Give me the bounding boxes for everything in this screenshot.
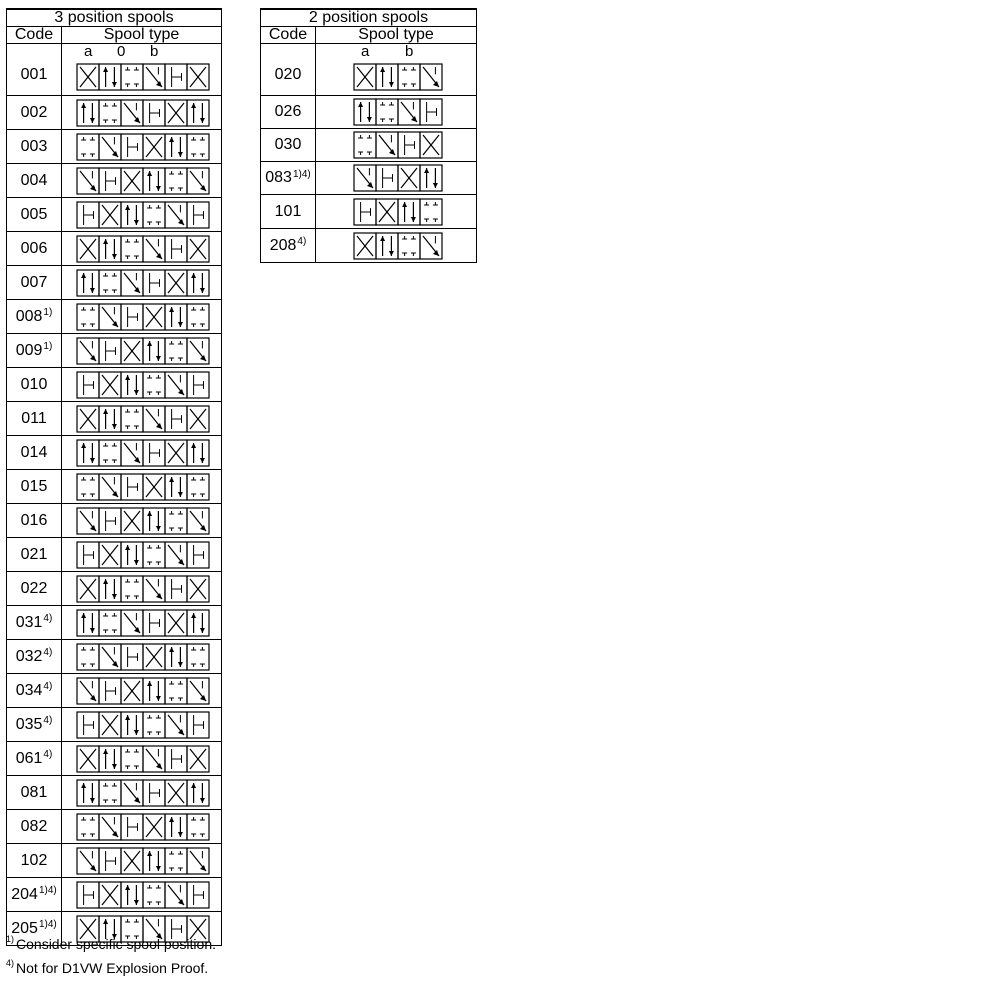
table-row	[6, 163, 222, 197]
spool-diagram	[316, 129, 478, 161]
spool-symbol	[62, 606, 221, 639]
spool-code	[7, 742, 62, 775]
spool-type-header: Spool type	[103, 26, 180, 43]
spool-code-text: 204	[11, 885, 38, 903]
spool-symbol	[316, 96, 476, 128]
spool-symbol	[62, 538, 221, 571]
spool-symbol	[316, 229, 476, 262]
table-row	[6, 877, 222, 911]
table-row	[6, 537, 222, 571]
spool-code-text: 007	[20, 273, 48, 291]
spool-diagram	[62, 232, 222, 265]
footnote-mark: 1)	[6, 934, 15, 944]
footnote-text: Consider specific spool position.	[16, 936, 217, 952]
footnote-ref: 1)	[43, 341, 53, 352]
table-row	[6, 401, 222, 435]
spool-diagram	[62, 844, 222, 877]
spool-code	[7, 402, 62, 435]
table-row	[6, 809, 222, 843]
spool-diagram	[62, 164, 222, 197]
spool-symbol	[62, 300, 221, 333]
spool-diagram	[62, 504, 222, 537]
spool-code-text: 026	[274, 103, 302, 120]
spool-code-text: 061	[15, 749, 43, 767]
table-row	[6, 469, 222, 503]
table-row	[260, 95, 477, 128]
spool-symbol	[62, 402, 221, 435]
spool-code	[7, 368, 62, 401]
spool-diagram	[62, 300, 222, 333]
spool-symbol	[316, 129, 476, 161]
spool-code	[7, 96, 62, 129]
table-row	[6, 367, 222, 401]
spool-symbol	[62, 742, 221, 775]
spool-code-text: 008	[15, 307, 43, 325]
table-row	[6, 265, 222, 299]
spool-code	[7, 300, 62, 333]
spool-code	[7, 334, 62, 367]
position-label: b	[405, 43, 414, 60]
spool-code	[261, 195, 316, 228]
table-row	[6, 605, 222, 639]
spool-diagram	[62, 606, 222, 639]
spool-code	[261, 44, 316, 95]
spool-symbol	[62, 572, 221, 605]
spool-symbol	[316, 44, 476, 95]
code-header: Code	[261, 27, 316, 43]
spool-symbol	[62, 198, 221, 231]
spool-code-text: 030	[274, 136, 302, 153]
footnote-ref: 4)	[43, 749, 53, 760]
spool-symbol	[62, 44, 221, 95]
spool-code	[7, 538, 62, 571]
table-row	[6, 707, 222, 741]
table-2-position-spools	[260, 8, 477, 263]
spool-symbol	[62, 776, 221, 809]
spool-symbol	[62, 436, 221, 469]
spool-symbol	[62, 640, 221, 673]
spool-symbol	[62, 810, 221, 843]
spool-code-text: 205	[11, 919, 38, 937]
spool-code-text: 208	[269, 236, 297, 254]
spool-code-text: 006	[20, 239, 48, 257]
spool-code-text: 032	[15, 647, 43, 665]
spool-code-text: 005	[20, 205, 48, 223]
spool-symbol	[62, 334, 221, 367]
table-row	[6, 95, 222, 129]
spool-diagram	[62, 198, 222, 231]
spool-code-text: 015	[20, 477, 48, 495]
spool-code-text: 014	[20, 443, 48, 461]
spool-diagram	[62, 44, 222, 95]
footnote-mark: 4)	[6, 958, 15, 968]
spool-code-text: 083	[265, 169, 292, 186]
table-title: 2 position spools	[260, 8, 477, 26]
spool-code-text: 031	[15, 613, 43, 631]
spool-diagram	[316, 96, 478, 128]
table-row	[260, 161, 477, 194]
spool-code	[261, 96, 316, 128]
table-row	[6, 639, 222, 673]
spool-code	[7, 266, 62, 299]
spool-symbol	[62, 232, 221, 265]
spool-code	[7, 130, 62, 163]
spool-diagram	[62, 470, 222, 503]
spool-code-text: 021	[20, 545, 48, 563]
spool-diagram	[62, 538, 222, 571]
spool-diagram	[62, 402, 222, 435]
spool-code	[7, 606, 62, 639]
table-row	[6, 503, 222, 537]
footnote-ref: 4)	[43, 613, 53, 624]
spool-code	[7, 436, 62, 469]
spool-diagram	[62, 334, 222, 367]
spool-diagram	[62, 368, 222, 401]
footnote-ref: 1)4)	[292, 168, 311, 180]
footnote-ref: 4)	[43, 681, 53, 692]
spool-code	[261, 229, 316, 262]
spool-code-text: 034	[15, 681, 43, 699]
table-row	[260, 194, 477, 228]
spool-symbol	[62, 470, 221, 503]
table-row	[6, 231, 222, 265]
spool-code	[7, 878, 62, 911]
spool-code	[7, 776, 62, 809]
table-title: 3 position spools	[6, 8, 222, 26]
footnote-ref: 1)4)	[38, 919, 57, 930]
spool-diagram	[62, 266, 222, 299]
spool-code-text: 102	[20, 851, 48, 869]
footnote-ref: 1)	[43, 307, 53, 318]
table-row	[6, 843, 222, 877]
spool-code	[261, 162, 316, 194]
spool-diagram	[62, 742, 222, 775]
spool-diagram	[316, 44, 478, 95]
spool-code	[7, 504, 62, 537]
spool-diagram	[62, 572, 222, 605]
spool-code-text: 082	[20, 817, 48, 835]
spool-code	[7, 810, 62, 843]
table-body	[6, 43, 222, 946]
spool-diagram	[62, 878, 222, 911]
spool-code	[7, 44, 62, 95]
spool-symbol	[62, 708, 221, 741]
table-row	[6, 571, 222, 605]
spool-code	[7, 674, 62, 707]
table-row	[6, 435, 222, 469]
spool-code-text: 101	[274, 202, 302, 220]
spool-code-text: 016	[20, 511, 48, 529]
spool-code	[7, 164, 62, 197]
position-label: a	[84, 43, 93, 60]
table-row	[6, 197, 222, 231]
spool-code-text: 022	[20, 579, 48, 597]
spool-symbol	[62, 878, 221, 911]
spool-code	[7, 640, 62, 673]
code-header: Code	[7, 27, 62, 43]
spool-code-text: 010	[20, 375, 48, 393]
table-row	[6, 43, 222, 95]
spool-symbol	[316, 162, 476, 194]
spool-code	[7, 708, 62, 741]
spool-symbol	[62, 368, 221, 401]
spool-code	[7, 572, 62, 605]
table-row	[6, 741, 222, 775]
spool-symbol	[62, 674, 221, 707]
spool-code-text: 004	[20, 171, 48, 189]
spool-symbol	[62, 96, 221, 129]
spool-code	[7, 232, 62, 265]
spool-code-text: 003	[20, 137, 48, 155]
footnote-ref: 4)	[43, 715, 53, 726]
table-body	[260, 43, 477, 263]
position-label: 0	[117, 43, 126, 60]
spool-diagram	[316, 162, 478, 194]
table-header	[6, 26, 222, 43]
spool-diagram	[62, 96, 222, 129]
spool-code-text: 002	[20, 103, 48, 121]
table-row	[260, 43, 477, 95]
spool-symbol	[62, 844, 221, 877]
footnote-ref: 4)	[43, 647, 53, 658]
spool-diagram	[62, 436, 222, 469]
spool-code	[7, 470, 62, 503]
table-row	[6, 333, 222, 367]
spool-code	[7, 844, 62, 877]
footnote-ref: 4)	[297, 236, 307, 247]
table-header	[260, 26, 477, 43]
spool-diagram	[62, 776, 222, 809]
spool-diagram	[62, 810, 222, 843]
spool-symbol	[62, 164, 221, 197]
spool-diagram	[62, 674, 222, 707]
spool-symbol	[316, 195, 476, 228]
table-row	[6, 775, 222, 809]
table-3-position-spools	[6, 8, 222, 946]
spool-code-text: 001	[20, 65, 48, 83]
spool-diagram	[316, 195, 478, 228]
footnote-ref: 1)4)	[38, 885, 57, 896]
position-label: b	[150, 43, 159, 60]
spool-symbol	[62, 266, 221, 299]
spool-code-text: 081	[20, 783, 48, 801]
footnote-4	[6, 960, 208, 976]
spool-code	[7, 198, 62, 231]
table-row	[6, 129, 222, 163]
table-row	[6, 299, 222, 333]
footnote-1	[6, 936, 216, 952]
spool-diagram	[62, 708, 222, 741]
table-row	[260, 228, 477, 263]
spool-symbol	[62, 130, 221, 163]
footnote-text: Not for D1VW Explosion Proof.	[16, 960, 209, 976]
table-row	[6, 673, 222, 707]
spool-code-text: 035	[15, 715, 43, 733]
spool-code	[261, 129, 316, 161]
spool-diagram	[62, 130, 222, 163]
spool-code-text: 020	[274, 65, 302, 83]
spool-code-text: 011	[21, 409, 47, 427]
spool-symbol	[62, 504, 221, 537]
spool-type-header: Spool type	[358, 26, 434, 43]
spool-diagram	[316, 229, 478, 262]
spool-diagram	[62, 640, 222, 673]
table-row	[260, 128, 477, 161]
position-label: a	[361, 43, 370, 60]
spool-code-text: 009	[15, 341, 43, 359]
